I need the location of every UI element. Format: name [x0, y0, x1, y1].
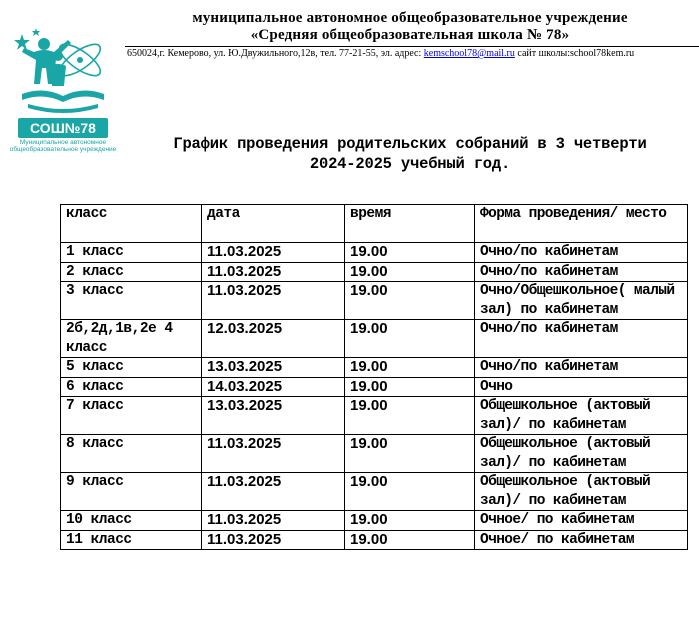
cell-class: 10 класс — [61, 511, 202, 531]
cell-time: 19.00 — [345, 320, 475, 358]
table-row — [61, 262, 688, 282]
document-title — [110, 134, 699, 174]
cell-class: 11 класс — [61, 530, 202, 550]
cell-form: Очное/ по кабинетам — [475, 530, 688, 550]
org-name-line2: «Средняя общеобразовательная школа № 78» — [250, 27, 570, 43]
address-line — [127, 48, 699, 59]
table-row — [61, 530, 688, 550]
cell-form: Очно/по кабинетам — [475, 243, 688, 263]
cell-class: 9 класс — [61, 473, 202, 511]
cell-class: 7 класс — [61, 397, 202, 435]
table-row — [61, 320, 688, 358]
cell-form: Общешкольное (актовый зал)/ по кабинетам — [475, 397, 688, 435]
table-row — [61, 243, 688, 263]
org-name-line1: муниципальное автономное общеобразовательное учреждение — [192, 10, 628, 26]
cell-time: 19.00 — [345, 358, 475, 378]
logo-caption: Муниципальное автономное общеобразовательное учреждение — [9, 139, 117, 153]
header-divider — [125, 46, 699, 47]
cell-form: Очное/ по кабинетам — [475, 511, 688, 531]
table-row — [61, 397, 688, 435]
table-row — [61, 377, 688, 397]
cell-date: 13.03.2025 — [202, 397, 345, 435]
cell-date: 14.03.2025 — [202, 377, 345, 397]
cell-class: 3 класс — [61, 282, 202, 320]
cell-date: 13.03.2025 — [202, 358, 345, 378]
cell-time: 19.00 — [345, 511, 475, 531]
cell-class: 8 класс — [61, 435, 202, 473]
logo-text: СОШ№78 — [30, 120, 96, 136]
cell-date: 11.03.2025 — [202, 530, 345, 550]
cell-time: 19.00 — [345, 397, 475, 435]
cell-date: 11.03.2025 — [202, 262, 345, 282]
table-row — [61, 511, 688, 531]
cell-time: 19.00 — [345, 243, 475, 263]
cell-class: 2 класс — [61, 262, 202, 282]
cell-class: 6 класс — [61, 377, 202, 397]
header-form: Форма проведения/ место — [475, 205, 688, 243]
address-suffix: сайт школы:school78kem.ru — [514, 48, 635, 59]
title-line1: График проведения родительских собраний в 3 четверти — [173, 135, 647, 153]
cell-form: Очно/по кабинетам — [475, 358, 688, 378]
cell-form: Очно — [475, 377, 688, 397]
table-row — [61, 282, 688, 320]
cell-class: 5 класс — [61, 358, 202, 378]
cell-date: 11.03.2025 — [202, 435, 345, 473]
cell-date: 12.03.2025 — [202, 320, 345, 358]
cell-time: 19.00 — [345, 282, 475, 320]
cell-form: Очно/по кабинетам — [475, 320, 688, 358]
table-header-row — [61, 205, 688, 243]
cell-class: 2б,2д,1в,2е 4 класс — [61, 320, 202, 358]
cell-time: 19.00 — [345, 530, 475, 550]
cell-time: 19.00 — [345, 377, 475, 397]
address-prefix: 650024,г. Кемерово, ул. Ю.Двужильного,12в, тел. 77-21-55, эл. адрес: — [127, 48, 424, 59]
cell-date: 11.03.2025 — [202, 511, 345, 531]
table-row — [61, 473, 688, 511]
cell-date: 11.03.2025 — [202, 473, 345, 511]
cell-form: Общешкольное (актовый зал)/ по кабинетам — [475, 435, 688, 473]
header-time: время — [345, 205, 475, 243]
table-row — [61, 358, 688, 378]
title-line2: 2024-2025 учебный год. — [309, 155, 511, 173]
cell-date: 11.03.2025 — [202, 243, 345, 263]
cell-form: Общешкольное (актовый зал)/ по кабинетам — [475, 473, 688, 511]
cell-date: 11.03.2025 — [202, 282, 345, 320]
cell-class: 1 класс — [61, 243, 202, 263]
header-class: класс — [61, 205, 202, 243]
cell-time: 19.00 — [345, 262, 475, 282]
table-row — [61, 435, 688, 473]
cell-form: Очно/Общешкольное( малый зал) по кабинетам — [475, 282, 688, 320]
cell-time: 19.00 — [345, 435, 475, 473]
header-date: дата — [202, 205, 345, 243]
cell-form: Очно/по кабинетам — [475, 262, 688, 282]
meeting-schedule-table — [60, 204, 688, 550]
cell-time: 19.00 — [345, 473, 475, 511]
email-link[interactable]: kemschool78@mail.ru — [423, 48, 515, 59]
